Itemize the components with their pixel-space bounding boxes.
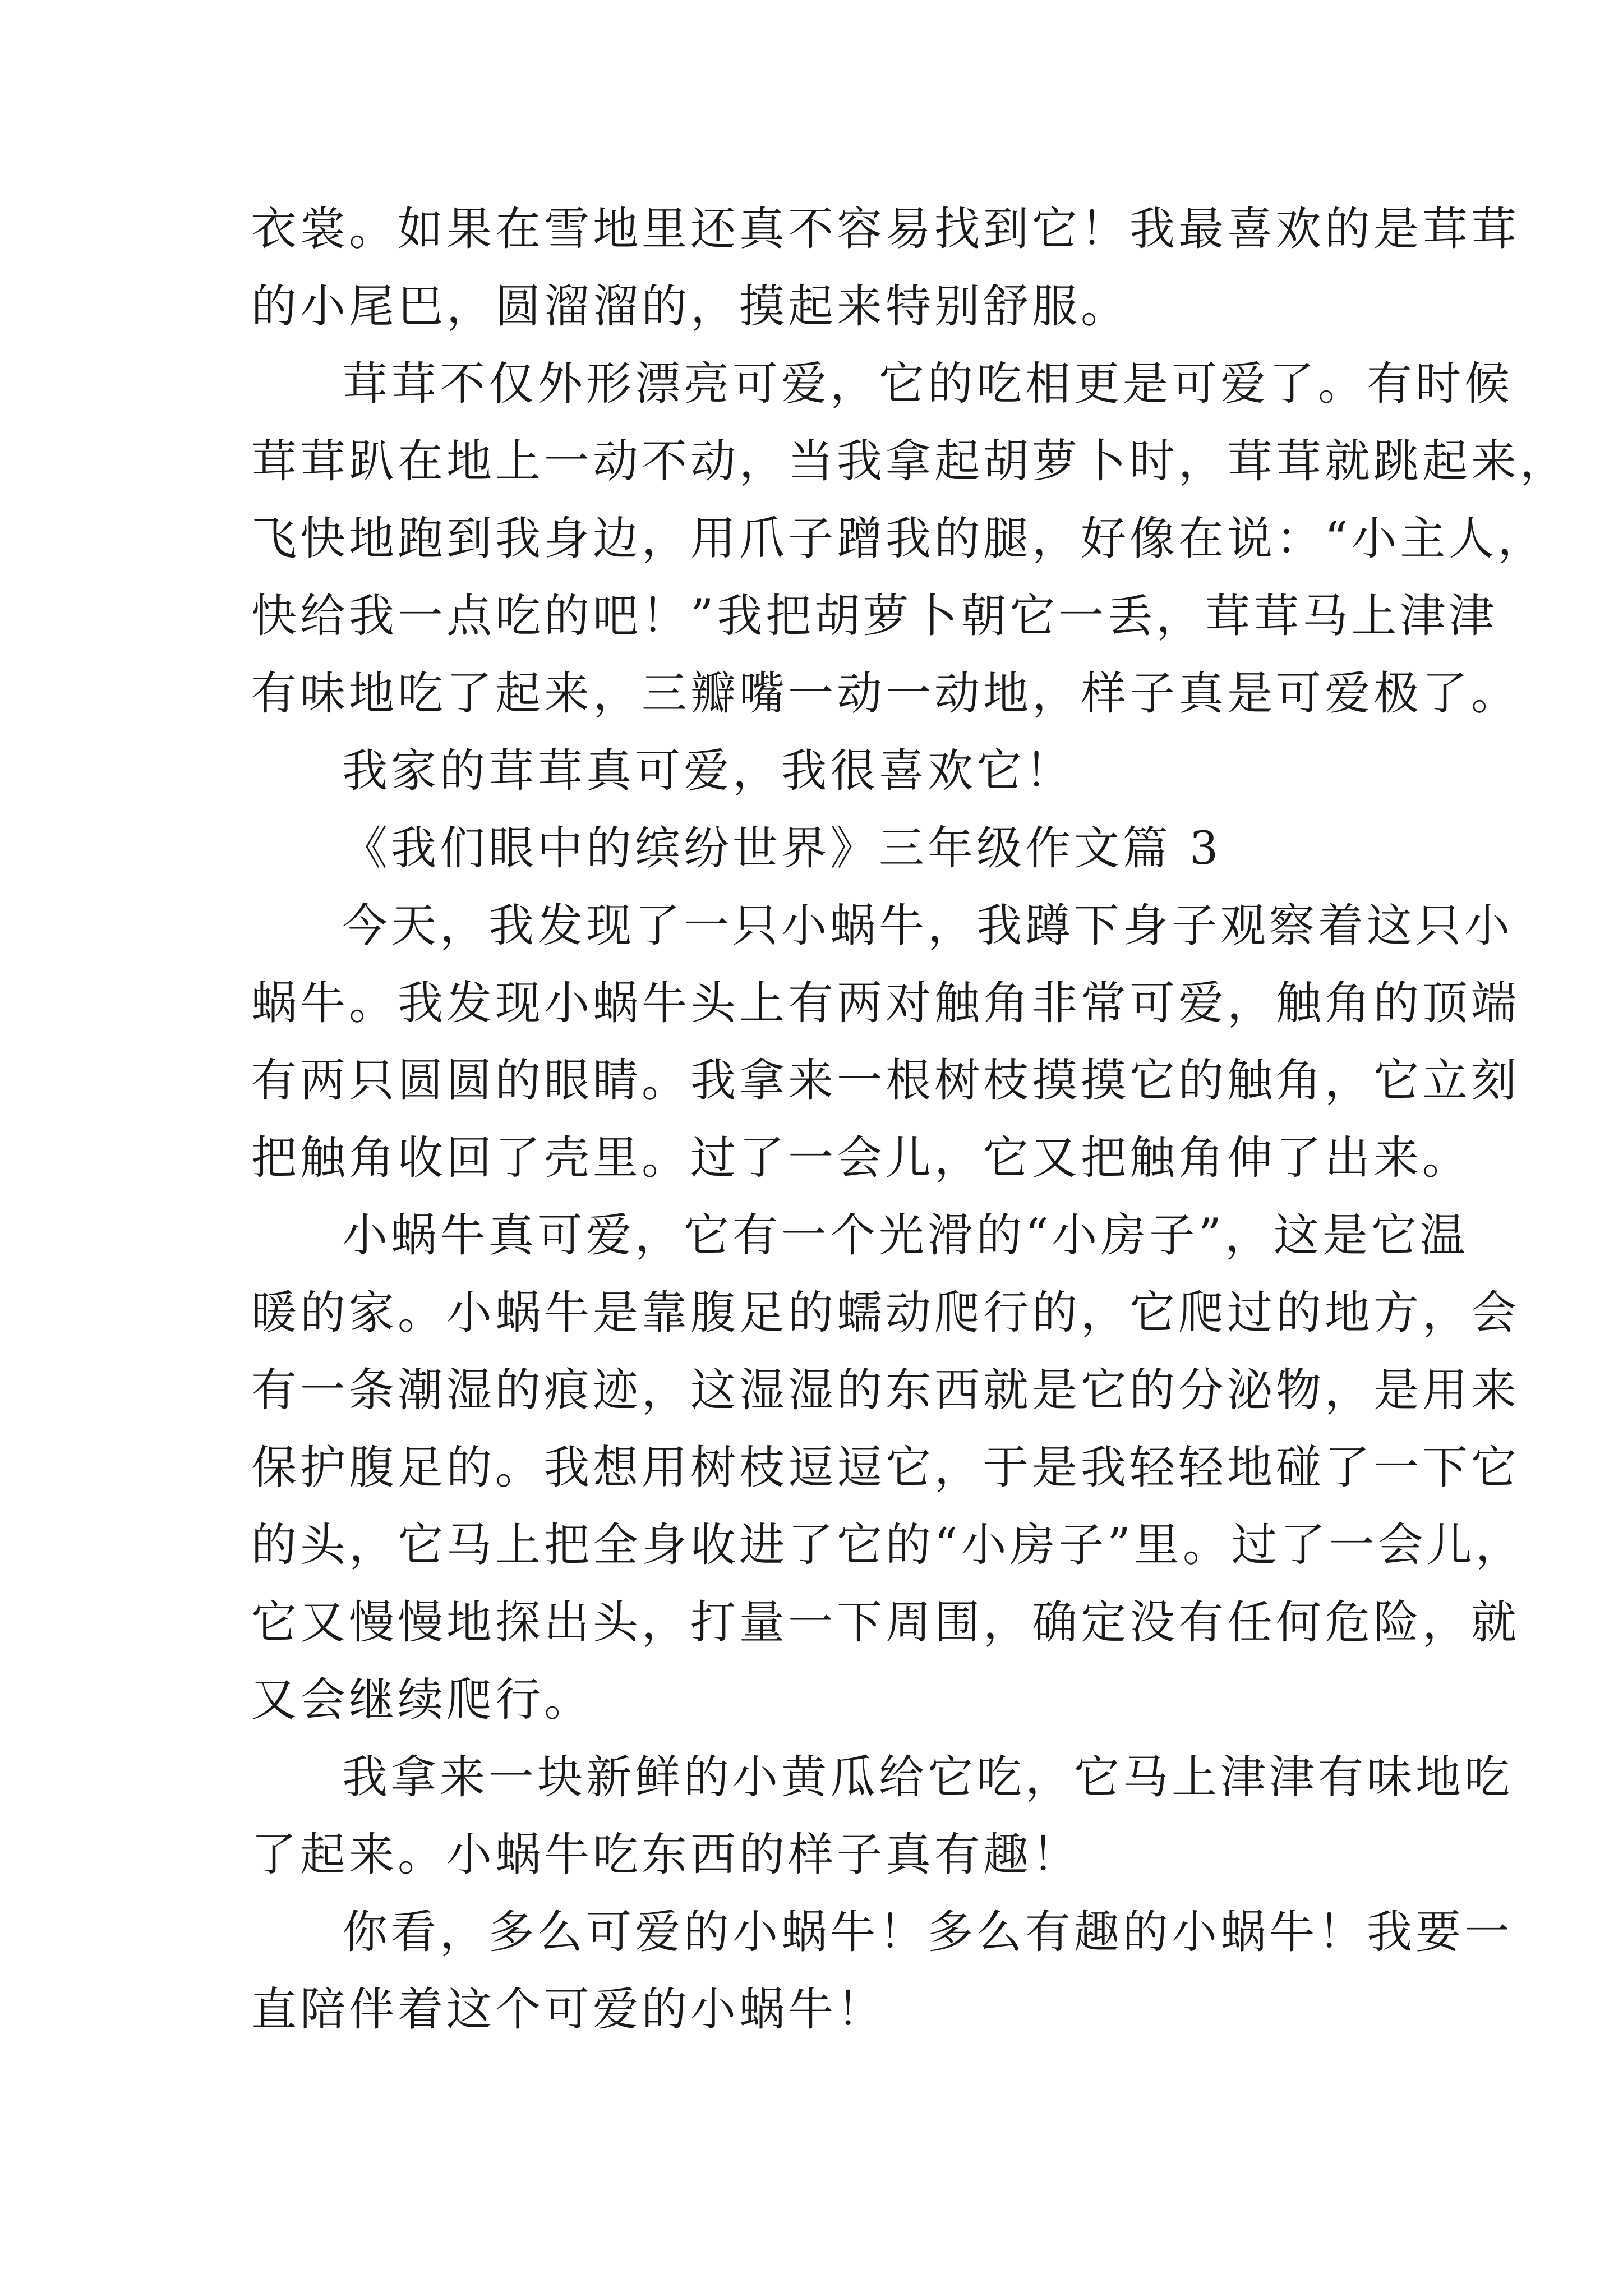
text-line: 茸茸不仅外形漂亮可爱，它的吃相更是可爱了。有时候 <box>342 358 1514 411</box>
text-line: 你看，多么可爱的小蜗牛！多么有趣的小蜗牛！我要一 <box>342 1906 1514 1959</box>
text-line: 的小尾巴，圆溜溜的，摸起来特别舒服。 <box>251 280 1130 333</box>
text-line: 保护腹足的。我想用树枝逗逗它，于是我轻轻地碰了一下它 <box>251 1442 1520 1494</box>
text-line: 又会继续爬行。 <box>251 1674 593 1727</box>
text-line: 的头，它马上把全身收进了它的“小房子”里。过了一会儿， <box>251 1519 1524 1572</box>
text-line: 飞快地跑到我身边，用爪子蹭我的腿，好像在说：“小主人， <box>251 513 1547 565</box>
text-line: 直陪伴着这个可爱的小蜗牛！ <box>251 1984 886 2036</box>
text-line: 《我们眼中的缤纷世界》三年级作文篇 3 <box>342 822 1222 875</box>
text-line: 我家的茸茸真可爱，我很喜欢它！ <box>342 745 1075 798</box>
text-line: 它又慢慢地探出头，打量一下周围，确定没有任何危险，就 <box>251 1596 1520 1649</box>
document-body <box>251 191 1569 2049</box>
text-line: 茸茸趴在地上一动不动，当我拿起胡萝卜时，茸茸就跳起来， <box>251 435 1569 488</box>
text-line: 蜗牛。我发现小蜗牛头上有两对触角非常可爱，触角的顶端 <box>251 977 1520 1030</box>
text-line: 今天，我发现了一只小蜗牛，我蹲下身子观察着这只小 <box>342 900 1514 953</box>
text-line: 有一条潮湿的痕迹，这湿湿的东西就是它的分泌物，是用来 <box>251 1364 1520 1417</box>
text-line: 把触角收回了壳里。过了一会儿，它又把触角伸了出来。 <box>251 1132 1472 1185</box>
text-line: 了起来。小蜗牛吃东西的样子真有趣！ <box>251 1829 1081 1881</box>
text-line: 暖的家。小蜗牛是靠腹足的蠕动爬行的，它爬过的地方，会 <box>251 1287 1520 1340</box>
text-line: 衣裳。如果在雪地里还真不容易找到它！我最喜欢的是茸茸 <box>251 203 1520 256</box>
text-line: 小蜗牛真可爱，它有一个光滑的“小房子”，这是它温 <box>342 1209 1469 1262</box>
text-line: 有味地吃了起来，三瓣嘴一动一动地，样子真是可爱极了。 <box>251 668 1520 720</box>
text-line: 我拿来一块新鲜的小黄瓜给它吃，它马上津津有味地吃 <box>342 1751 1514 1804</box>
text-line: 快给我一点吃的吧！”我把胡萝卜朝它一丢，茸茸马上津津 <box>251 590 1498 643</box>
text-line: 有两只圆圆的眼睛。我拿来一根树枝摸摸它的触角，它立刻 <box>251 1055 1520 1107</box>
